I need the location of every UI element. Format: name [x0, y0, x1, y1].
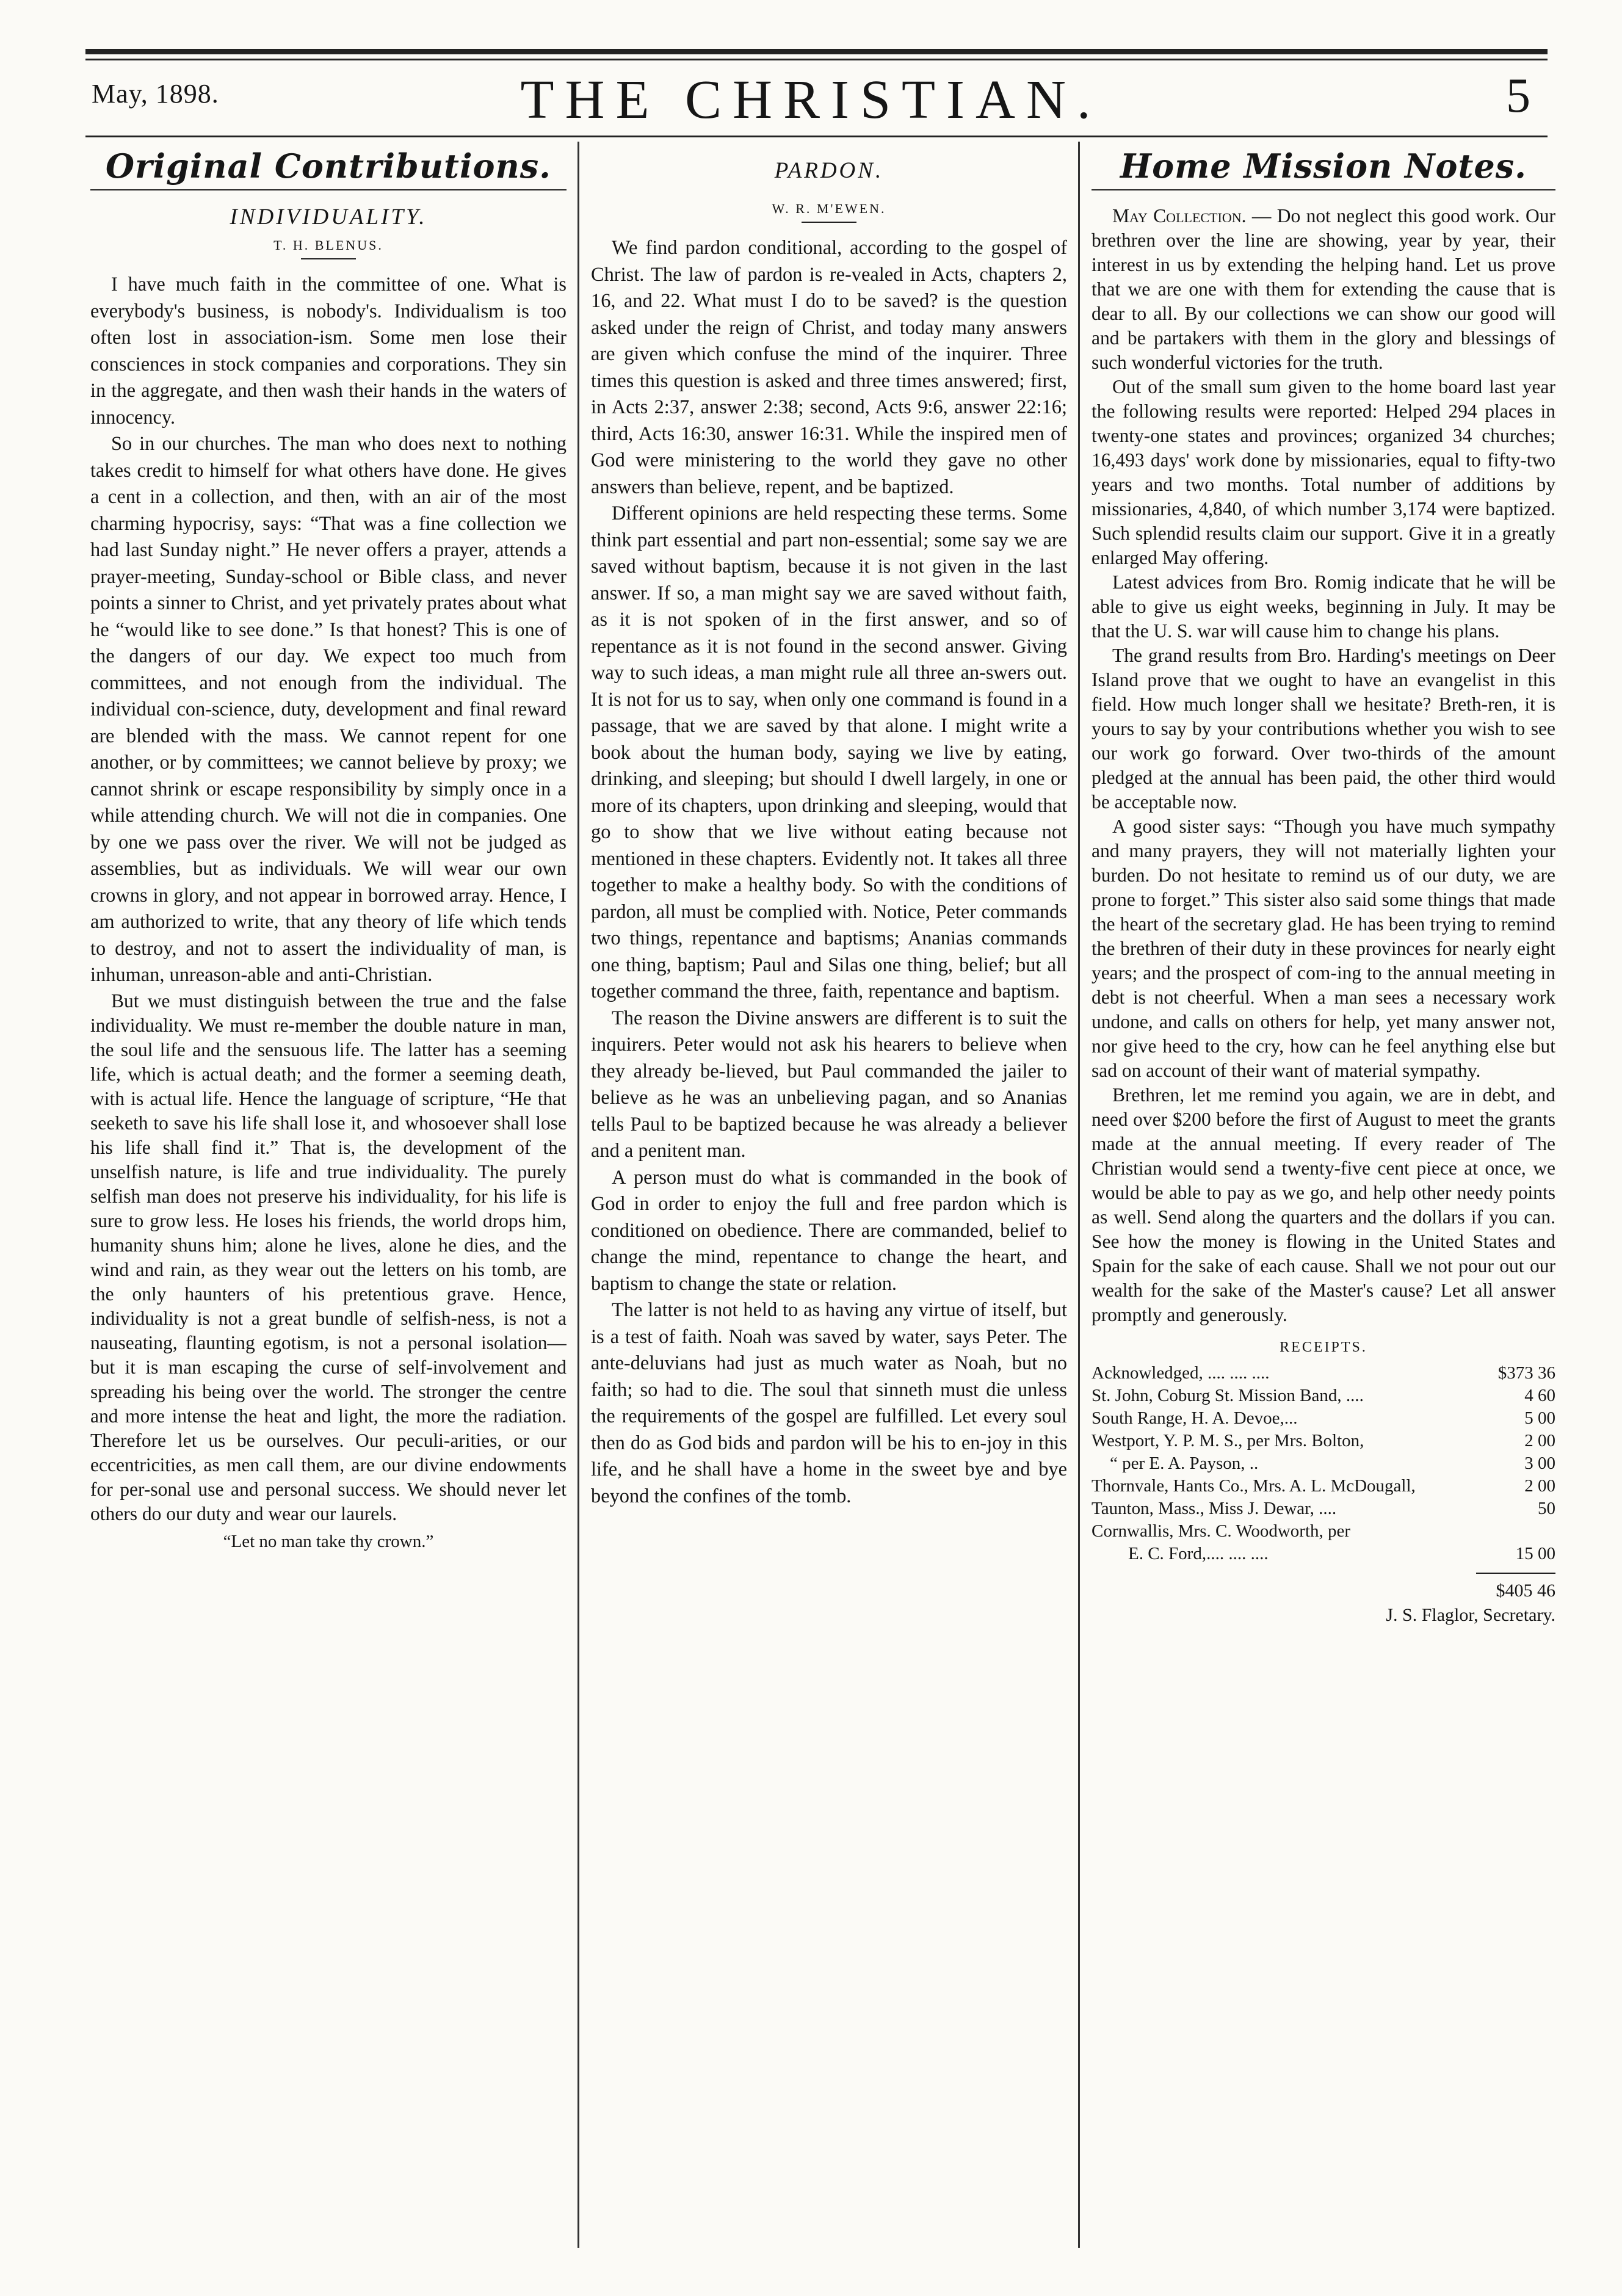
- article-paragraph: But we must distinguish between the true and the false individuality. We must re-member the double nature in man, the soul life and the sensuous life. The latter has a seeming life, which is actual death; and the former a seeming death, with is actual life. Hence the language of scripture, “He that seeketh to save his life shall lose it, and whosoever shall lose his life shall find it.” That is, the development of the unselfish nature, is life and true individuality. The purely selfish man does not preserve his individuality, for his life is sure to grow less. He loses his friends, the world drops him, humanity shuns him; alone he lives, alone he dies, and the wind and rain, as they wear out the letters on his tomb, are the only haunters of his pretentious grave. Hence, individuality is not a great bundle of selfish-ness, is not a nauseating, flaunting egotism, is not a personal isolation—but it is man escaping the curse of self-involvement and spreading his being over the world. The stronger the centre and more intense the heat and light, the more the radiation. Therefore let us be ourselves. Our peculi-arities, or our eccentricities, as men call them, are our divine endowments for per-sonal use and personal success. We should never let others do our duty and wear our laurels.: [90, 990, 567, 1524]
- department-heading: Original Contributions.: [106, 147, 551, 186]
- article-paragraph: A good sister says: “Though you have much sympathy and many prayers, they will not materially lighten your burden. Do not hesitate to remind us of our duty, we are prone to forget.” This sister also said some things that made the heart of the secretary glad. He has been trying to remind the brethren of their duty in these provinces for nearly eight years; and the prospect of com-ing to the annual meeting in debt is not cheerful. When a man sees a necessary work undone, and calls on others for help, yet many answer not, nor give heed to the cry, how can he feel anything else but sad on account of their want of material sympathy.: [1092, 816, 1555, 1081]
- article-paragraph: Brethren, let me remind you again, we are in debt, and need over $200 before the first of August to meet the grants made at the annual meeting. If every reader of The Christian would send a twenty-five cent piece at once, we would be able to pay as we go, and help other needy points as well. Send along the quarters and the dollars if you can. See how the money is flowing in the United States and Spain for the sake of each cause. Shall we not pour out our wealth for the sake of the Master's cause? Let all answer promptly and generously.: [1092, 1084, 1555, 1325]
- receipt-row: Taunton, Mass., Miss J. Dewar, .... 50: [1092, 1499, 1555, 1518]
- secretary-signature: J. S. Flaglor, Secretary.: [1386, 1605, 1555, 1625]
- column-pardon: [591, 145, 1067, 2245]
- receipt-row: St. John, Coburg St. Mission Band, .... 4 60: [1092, 1386, 1555, 1405]
- article-paragraph: The reason the Divine answers are different is to suit the inquirers. Peter would not ask his hearers to believe when they already be-lieved, but Paul commanded the jailer to believe as he was an unbelieving pagan, and so Ananias tells Paul to be baptized because he was already a believer and a penitent man.: [591, 1007, 1067, 1162]
- receipt-row: Acknowledged, .... .... .... $373 36: [1092, 1363, 1555, 1383]
- top-thin-rule: [85, 59, 1548, 60]
- byline-rule: [802, 222, 856, 223]
- article-title: PARDON.: [774, 158, 884, 183]
- newspaper-title: THE CHRISTIAN.: [520, 70, 1102, 130]
- page-number: 5: [1506, 69, 1530, 123]
- receipt-row: E. C. Ford,.... .... .... 15 00: [1128, 1544, 1555, 1563]
- column-original-contributions: [90, 145, 567, 2245]
- lead-in: May Collection.: [1112, 205, 1247, 226]
- column-divider: [1078, 142, 1080, 2248]
- receipt-row: South Range, H. A. Devoe,... 5 00: [1092, 1408, 1555, 1428]
- article-paragraph: So in our churches. The man who does next to nothing takes credit to himself for what others have done. He gives a cent in a collection, and then, with an air of the most charming hypocrisy, says: “That was a fine collection we had last Sunday night.” He never offers a prayer, attends a prayer-meeting, Sunday-school or Bible class, and never points a sinner to Christ, and yet privately prates about what he “would like to see done.” Is that honest? This is one of the dangers of our day. We expect too much from committees, and not enough from the individual. The individual con-science, duty, development and final reward are blended with the mass. We cannot repent for one another, or by committees; we cannot believe by proxy; we cannot shrink or escape responsibility by simply once in a while attending church. We will not die in companies. One by one we pass over the river. We will not be judged as assemblies, but as individuals. We will wear our own crowns in glory, and not appear in borrowed array. Hence, I am authorized to write, that any theory of life which tends to destroy, and not to assert the individuality of man, is inhuman, unreason-able and anti-Christian.: [90, 433, 567, 986]
- article-paragraph: We find pardon conditional, according to the gospel of Christ. The law of pardon is re-vealed in Acts, chapters 2, 16, and 22. What must I do to be saved? is the question asked under the reign of Christ, and today many answers are given which confuse the mind of the inquirer. Three times this question is asked and three times answered; first, in Acts 2:37, answer 2:38; second, Acts 9:6, answer 22:16; third, Acts 16:30, answer 16:31. While the inspired men of God were ministering to the world they gave no other answers than believe, repent, and be baptized.: [591, 237, 1067, 498]
- receipts-total: $405 46: [1496, 1581, 1555, 1601]
- column-home-mission-notes: [1092, 145, 1555, 2245]
- total-rule: [1476, 1573, 1555, 1574]
- byline-rule: [301, 258, 356, 259]
- top-double-rule: [85, 49, 1548, 54]
- article-title: INDIVIDUALITY.: [230, 205, 427, 230]
- article-paragraph: The latter is not held to as having any virtue of itself, but is a test of faith. Noah was saved by water, says Peter. The ante-deluvians had just as much water as Noah, but no faith; so had to die. The soul that sinneth must die unless the requirements of the gospel are fulfilled. Let every soul then do as God bids and pardon will be his to en-joy in this life, and he shall have a home in the sweet bye and bye beyond the confines of the tomb.: [591, 1299, 1067, 1507]
- article-paragraph: Out of the small sum given to the home board last year the following results were reported: Helped 294 places in twenty-one states and provinces; organized 34 churches; 16,493 days' work done by missionaries, equal to fifty-two years and two months. Total number of additions by missionaries, 4,840, of which number 3,174 were baptized. Such splendid results claim our support. Give it in a greatly enlarged May offering.: [1092, 376, 1555, 568]
- department-rule: [90, 189, 567, 190]
- article-byline: W. R. M'EWEN.: [772, 201, 886, 216]
- receipts-heading: RECEIPTS.: [1280, 1339, 1367, 1355]
- receipt-row: “ per E. A. Payson, .. 3 00: [1110, 1454, 1555, 1473]
- article-byline: T. H. BLENUS.: [273, 237, 383, 253]
- department-rule: [1092, 189, 1555, 190]
- header-rule: [85, 136, 1548, 137]
- article-paragraph: [1092, 204, 1555, 375]
- issue-date: May, 1898.: [92, 79, 219, 109]
- article-paragraph: Different opinions are held respecting these terms. Some think part essential and part non-essential; some say we are saved without baptism, because it is not given in the last answer. If so, a man might say we are saved without faith, as it is not spoken of in the first answer, and so of repentance as it is not found in the second answer. Giving way to such ideas, a man might rule all three an-swers out. It is not for us to say, when only one command is found in a passage, that we are saved by that alone. I might write a book about the human body, saying we live by eating, drinking, and sleeping; but should I dwell largely, in one or more of its chapters, upon drinking and sleeping, would that go to show that we live without eating because not mentioned in these chapters. Evidently not. It takes all three together to make a healthy body. So with the conditions of pardon, all must be complied with. Notice, Peter commands two things, repentance and baptisms; Ananias commands one thing, baptism; Paul and Silas one thing, belief; but all together command the three, faith, repentance and baptism.: [591, 502, 1067, 1002]
- receipt-row: Thornvale, Hants Co., Mrs. A. L. McDougall, 2 00: [1092, 1476, 1555, 1496]
- column-divider: [577, 142, 579, 2248]
- receipt-row: Westport, Y. P. M. S., per Mrs. Bolton, 2 00: [1092, 1431, 1555, 1450]
- article-paragraph: A person must do what is commanded in the book of God in order to enjoy the full and free pardon which is conditioned on obedience. There are commanded, belief to change the mind, repentance to change the heart, and baptism to change the state or relation.: [591, 1166, 1067, 1295]
- department-heading: Home Mission Notes.: [1120, 147, 1527, 186]
- closing-quote: “Let no man take thy crown.”: [223, 1531, 434, 1551]
- receipt-row: Cornwallis, Mrs. C. Woodworth, per: [1092, 1521, 1351, 1541]
- article-paragraph: Latest advices from Bro. Romig indicate that he will be able to give us eight weeks, beginning in July. It may be that the U. S. war will cause him to change his plans.: [1092, 571, 1555, 642]
- paragraph-text: — Do not neglect this good work. Our brethren over the line are showing, year by year, their interest in us by extending the helping hand. Let us prove that we are one with them for extending the cause that is dear to all. By our collections we can show our good will and be partakers with them in the glory and blessings of such wonderful victories for the truth.: [1092, 205, 1555, 373]
- article-paragraph: The grand results from Bro. Harding's meetings on Deer Island prove that we ought to have an evangelist in this field. How much longer shall we hesitate? Breth-ren, it is yours to say by your contributions whether you wish to see our work go forward. Over two-thirds of the amount pledged at the annual has been paid, the other third would be acceptable now.: [1092, 645, 1555, 813]
- article-paragraph: I have much faith in the committee of one. What is everybody's business, is nobody's. Individualism is too often lost in association-ism. Some men lose their consciences in stock companies and corporations. They sin in the aggregate, and then wash their hands in the waters of innocency.: [90, 273, 567, 429]
